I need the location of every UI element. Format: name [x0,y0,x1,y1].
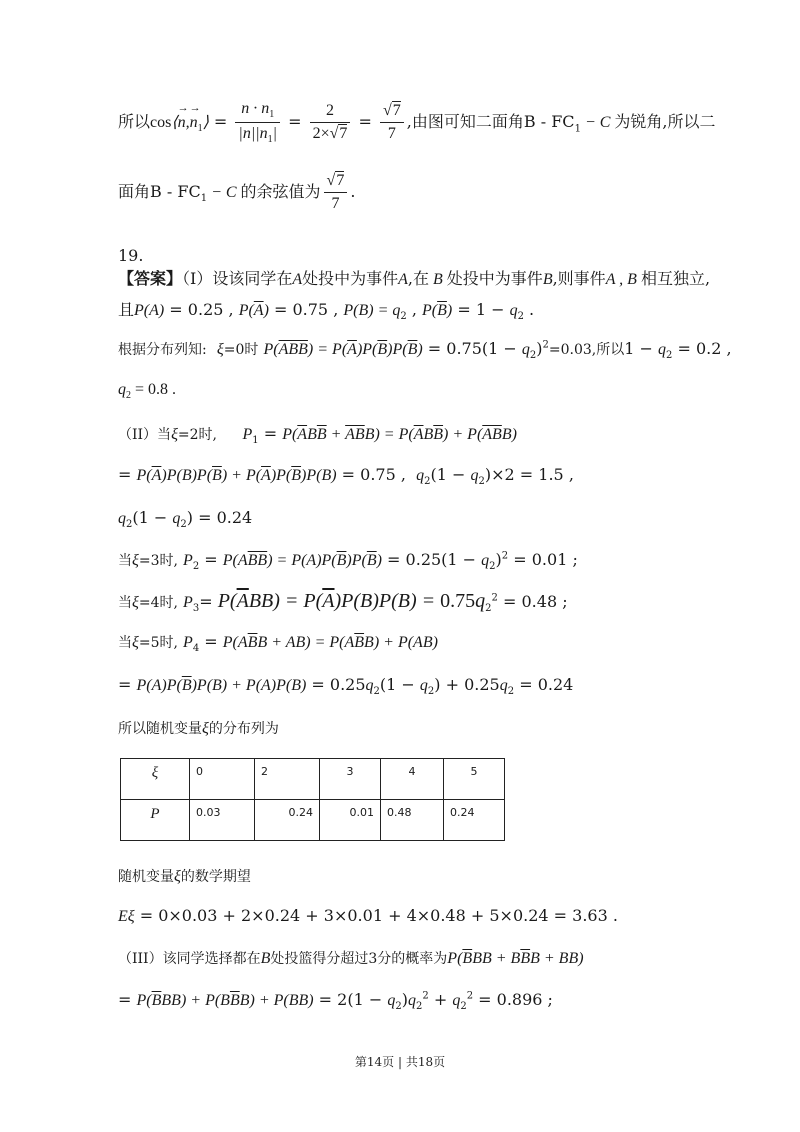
table-header-xi: ξ [121,759,190,800]
text-fragment: （II）当 [118,427,172,443]
text-fragment: （III）该同学选择都在 [118,951,261,967]
text-fragment: ,由图可知二面角B - FC [406,112,575,132]
text-line-xi-zero: 根据分布列知: ξ=0时 $P(\overline{ABB}) = P(\overline{A})P(\overline{B})P(\overline{B}) = 0.75(1 - q_2)^2=0.03$,所以$1 - q_2 = 0.2$ , [118,339,732,362]
text-fragment: ,则事件 [552,269,606,288]
distribution-table [120,758,505,841]
text-fragment: =2时, [177,427,218,443]
table-cell: 2 [255,759,320,800]
text-fragment: 所以随机变量 [118,721,202,737]
table-cell: 0.03 [190,800,255,841]
table-cell: 0.24 [255,800,320,841]
text-line-xi-five: 当ξ=5时, $P_4 = P(A\overline{B}B + AB) = P(A\overline{B}B) + P(AB)$ [118,632,438,655]
text-fragment: =3时, [138,553,178,569]
text-fragment: ,在 [407,269,430,288]
text-line-xi-four: 当ξ=4时, $P_3= P(\overline{A}BB) = P(\overline{A})P(B)P(B) = 0.75q_2^2 = 0.48$ ; [118,590,568,615]
text-fragment: （I）设该同学在 [182,269,293,288]
table-cell: 0.24 [444,800,505,841]
text-fragment: =0.03,所以 [548,342,625,358]
text-line-part-iii: （III）该同学选择都在B处投篮得分超过3分的概率为$P(\overline{B}BB + B\overline{B}B + BB)$ [118,950,584,967]
text-fragment: 且 [118,300,135,319]
table-cell: 3 [320,759,381,800]
text-fragment: 相互独立, [640,269,711,288]
text-line-distribution-intro: 所以随机变量ξ的分布列为 [118,720,279,737]
answer-label: 【答案】 [118,269,183,288]
text-fragment: 面角B - FC [118,182,201,201]
text-fragment: 处投中为事件 [446,269,543,288]
text-line-q2: $q_2 = 0.8$ . [118,381,177,402]
text-line-cos-formula: 所以cos⟨n → ,n → $_1$⟩ = $\frac{n \cdot n_1}{|n||n_1|}$ = $\frac{2}{2\times√7}$ = $\frac{√7}{7}$ ,由图可知二面角$B - FC_1 - C$ 为锐角,所以二 [118,100,716,146]
text-fragment: 的余弦值为 [240,182,321,201]
text-fragment: =0时 [223,342,259,358]
text-fragment: 为锐角,所以二 [614,112,716,132]
table-cell: 4 [381,759,444,800]
text-line-probabilities: 且P(A) = 0.25 , $P(\overline{A}) = 0.75$ , $P(B) = q_2$ , $P(\overline{B}) = 1 - q_2$ . [118,300,535,323]
table-cell: 0.01 [320,800,381,841]
text-line-xi-two: （II）当ξ=2时, $P_1 = P(\overline{A}B\overline{B} + \overline{AB}B) = P(\overline{A}B\overline{B}) + P(\overline{AB}B)$ [118,424,517,447]
text-line-p4-value: = $P(A)P(\overline{B})P(B) + P(A)P(B) = 0.25q_2(1 - q_2) + 0.25q_2 = 0.24$ [118,675,574,698]
text-fragment: 处投篮得分超过3分的概率为 [270,951,448,967]
table-cell: 5 [444,759,505,800]
text-line-expectation-intro: 随机变量ξ的数学期望 [118,868,251,885]
text-fragment: =4时, [138,595,178,611]
text-line-p1-value: = $P(\overline{A})P(B)P(\overline{B}) + P(\overline{A})P(\overline{B})P(B) = 0.75$ , $q_2(1 - q_2)\times 2 = 1.5$ , [118,465,574,488]
text-line-answer-i: 【答案】（I）设该同学在A处投中为事件A,在 B 处投中为事件B,则事件A , B 相互独立, [118,269,711,288]
text-line-expectation-value: Eξ = 0×0.03 + 2×0.24 + 3×0.01 + 4×0.48 + 5×0.24 = 3.63 . [118,906,618,925]
table-row [121,759,505,800]
text-fragment: 的分布列为 [208,721,279,737]
text-fragment: =5时, [138,635,178,651]
text-line-cosine-answer: 面角$B - FC_1 - C$ 的余弦值为 $\frac{√7}{7}$ . [118,172,356,212]
text-line-q2-product: $q_2(1 - q_2) = 0.24$ [118,508,253,531]
text-fragment: 当 [118,635,132,651]
text-fragment: 所以 [118,112,151,132]
text-line-xi-three: 当ξ=3时, $P_2 = P(A\overline{BB}) = P(A)P(\overline{B})P(\overline{B}) = 0.25(1 - q_2)^2 = 0.01$ ; [118,550,578,573]
text-fragment: 处投中为事件 [302,269,399,288]
text-fragment: 的数学期望 [180,869,251,885]
table-cell: 0 [190,759,255,800]
text-line-part-iii-value: = $P(\overline{B}BB) + P(B\overline{B}B) + P(BB) = 2(1 - q_2)q_2^2 + q_2^2 = 0.896$ ; [118,990,553,1013]
question-number: 19. [118,246,144,265]
table-header-p: P [121,800,190,841]
text-fragment: 根据分布列知: [118,342,207,358]
text-fragment: 当 [118,553,132,569]
table-row [121,800,505,841]
table-cell: 0.48 [381,800,444,841]
text-fragment: 随机变量 [118,869,174,885]
page-footer: 第14页 | 共18页 [354,1055,446,1069]
text-fragment: 当 [118,595,132,611]
